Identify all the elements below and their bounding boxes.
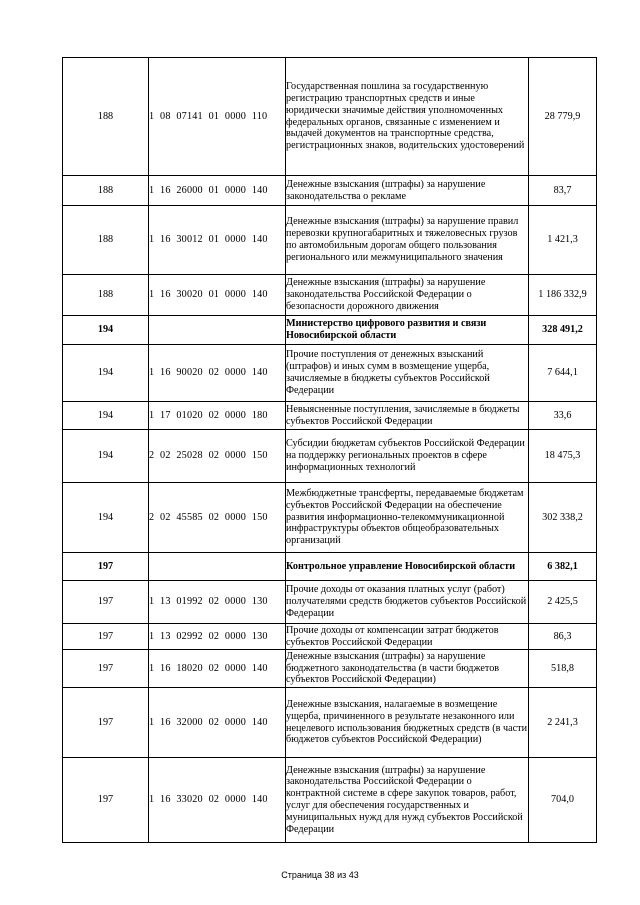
table-row — [63, 345, 597, 402]
amount-cell: 33,6 — [529, 402, 597, 430]
amount-cell: 7 644,1 — [529, 345, 597, 402]
page-footer: Страница 38 из 43 — [281, 870, 359, 880]
department-row — [63, 553, 597, 581]
admin-code-cell: 194 — [63, 430, 149, 483]
revenue-code-cell: 1 16 18020 02 0000 140 — [149, 650, 286, 688]
table-row — [63, 650, 597, 688]
amount-cell: 518,8 — [529, 650, 597, 688]
admin-code-cell: 194 — [63, 316, 149, 345]
revenue-code-cell — [149, 553, 286, 581]
admin-code-cell: 197 — [63, 758, 149, 843]
revenue-code-cell: 1 16 33020 02 0000 140 — [149, 758, 286, 843]
revenue-code-cell: 1 16 30012 01 0000 140 — [149, 206, 286, 275]
revenue-code-cell: 1 13 01992 02 0000 130 — [149, 581, 286, 624]
revenue-code-cell: 1 16 30020 01 0000 140 — [149, 275, 286, 316]
revenue-name-cell: Невыясненные поступления, зачисляемые в бюджеты субъектов Российской Федерации — [286, 402, 529, 430]
admin-code-cell: 188 — [63, 275, 149, 316]
amount-cell: 2 425,5 — [529, 581, 597, 624]
table-row — [63, 430, 597, 483]
admin-code-cell: 188 — [63, 206, 149, 275]
revenue-name-cell: Прочие поступления от денежных взысканий (штрафов) и иных сумм в возмещение ущерба, зачисляемые в бюджеты субъектов Российской Федерации — [286, 345, 529, 402]
amount-cell: 6 382,1 — [529, 553, 597, 581]
table-row — [63, 758, 597, 843]
revenue-table — [62, 57, 597, 843]
revenue-name-cell: Денежные взыскания, налагаемые в возмещение ущерба, причиненного в результате незаконного или нецелевого использования бюджетных средств (в части бюджетов субъектов Российской Федерации) — [286, 688, 529, 758]
revenue-code-cell: 1 16 90020 02 0000 140 — [149, 345, 286, 402]
revenue-code-cell: 2 02 45585 02 0000 150 — [149, 483, 286, 553]
admin-code-cell: 194 — [63, 402, 149, 430]
revenue-name-cell: Прочие доходы от компенсации затрат бюджетов субъектов Российской Федерации — [286, 624, 529, 650]
admin-code-cell: 188 — [63, 176, 149, 206]
admin-code-cell: 197 — [63, 624, 149, 650]
revenue-name-cell: Субсидии бюджетам субъектов Российской Федерации на поддержку региональных проектов в сфере информационных технологий — [286, 430, 529, 483]
table-row — [63, 206, 597, 275]
amount-cell: 704,0 — [529, 758, 597, 843]
amount-cell: 86,3 — [529, 624, 597, 650]
revenue-code-cell — [149, 316, 286, 345]
admin-code-cell: 194 — [63, 345, 149, 402]
revenue-code-cell: 1 16 32000 02 0000 140 — [149, 688, 286, 758]
amount-cell: 1 421,3 — [529, 206, 597, 275]
table-row — [63, 58, 597, 176]
revenue-name-cell: Денежные взыскания (штрафы) за нарушение правил перевозки крупногабаритных и тяжеловесных грузов по автомобильным дорогам общего пользования регионального или межмуниципального значения — [286, 206, 529, 275]
table-row — [63, 275, 597, 316]
amount-cell: 2 241,3 — [529, 688, 597, 758]
admin-code-cell: 197 — [63, 650, 149, 688]
revenue-name-cell: Государственная пошлина за государственную регистрацию транспортных средств и иные юридически значимые действия уполномоченных федеральных органов, связанные с изменением и выдачей документов на транспортные средства, регистрационных знаков, водительских удостоверений — [286, 58, 529, 176]
amount-cell: 83,7 — [529, 176, 597, 206]
revenue-name-cell: Денежные взыскания (штрафы) за нарушение законодательства Российской Федерации о контрактной системе в сфере закупок товаров, работ, услуг для обеспечения государственных и муниципальных нужд для нужд субъектов Российской Федерации — [286, 758, 529, 843]
revenue-name-cell: Денежные взыскания (штрафы) за нарушение законодательства о рекламе — [286, 176, 529, 206]
amount-cell: 1 186 332,9 — [529, 275, 597, 316]
revenue-table-body — [63, 58, 597, 843]
admin-code-cell: 197 — [63, 688, 149, 758]
table-row — [63, 688, 597, 758]
admin-code-cell: 188 — [63, 58, 149, 176]
revenue-name-cell: Прочие доходы от оказания платных услуг (работ) получателями средств бюджетов субъектов Российской Федерации — [286, 581, 529, 624]
amount-cell: 328 491,2 — [529, 316, 597, 345]
admin-code-cell: 194 — [63, 483, 149, 553]
revenue-code-cell: 2 02 25028 02 0000 150 — [149, 430, 286, 483]
revenue-code-cell: 1 17 01020 02 0000 180 — [149, 402, 286, 430]
revenue-name-cell: Денежные взыскания (штрафы) за нарушение законодательства Российской Федерации о безопасности дорожного движения — [286, 275, 529, 316]
amount-cell: 28 779,9 — [529, 58, 597, 176]
amount-cell: 302 338,2 — [529, 483, 597, 553]
department-row — [63, 316, 597, 345]
table-row — [63, 624, 597, 650]
revenue-name-cell: Контрольное управление Новосибирской области — [286, 553, 529, 581]
admin-code-cell: 197 — [63, 581, 149, 624]
table-row — [63, 176, 597, 206]
revenue-code-cell: 1 13 02992 02 0000 130 — [149, 624, 286, 650]
table-row — [63, 402, 597, 430]
table-row — [63, 483, 597, 553]
revenue-name-cell: Денежные взыскания (штрафы) за нарушение бюджетного законодательства (в части бюджетов субъектов Российской Федерации) — [286, 650, 529, 688]
admin-code-cell: 197 — [63, 553, 149, 581]
revenue-code-cell: 1 16 26000 01 0000 140 — [149, 176, 286, 206]
table-row — [63, 581, 597, 624]
revenue-name-cell: Межбюджетные трансферты, передаваемые бюджетам субъектов Российской Федерации на обеспечение развития информационно-телекоммуникационной инфраструктуры объектов общеобразовательных организаций — [286, 483, 529, 553]
revenue-code-cell: 1 08 07141 01 0000 110 — [149, 58, 286, 176]
amount-cell: 18 475,3 — [529, 430, 597, 483]
revenue-name-cell: Министерство цифрового развития и связи Новосибирской области — [286, 316, 529, 345]
